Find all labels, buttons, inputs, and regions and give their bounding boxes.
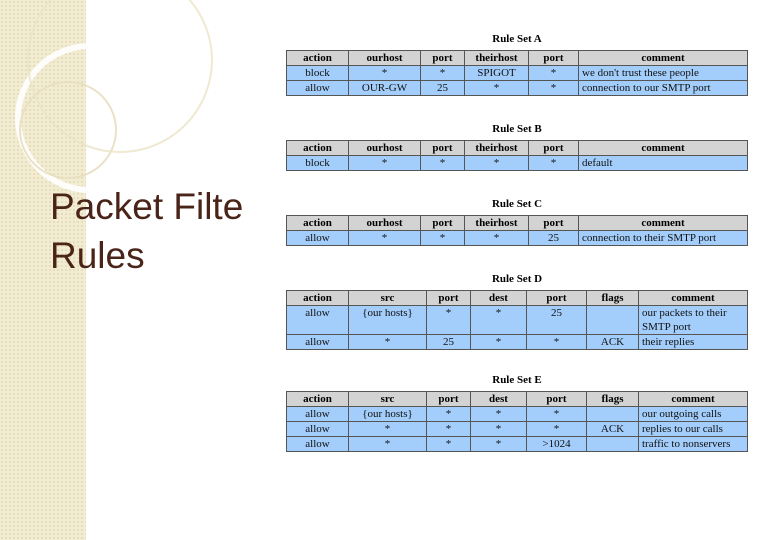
rule-table — [286, 391, 748, 452]
table-cell: 25 — [427, 335, 471, 350]
table-cell: * — [349, 335, 427, 350]
column-header: dest — [471, 392, 527, 407]
column-header: ourhost — [349, 51, 421, 66]
table-cell — [587, 407, 639, 422]
table-cell: * — [527, 335, 587, 350]
column-header: comment — [579, 51, 748, 66]
table-cell: * — [527, 407, 587, 422]
rule-set-heading: Rule Set E — [492, 374, 542, 386]
column-header: port — [529, 141, 579, 156]
table-cell — [587, 306, 639, 335]
table-header-row — [287, 51, 748, 66]
rule-set-heading: Rule Set B — [492, 123, 542, 135]
column-header: port — [427, 291, 471, 306]
table-cell: block — [287, 66, 349, 81]
slide-title — [50, 182, 280, 282]
rule-set-a — [286, 32, 748, 96]
rule-set-e — [286, 373, 748, 452]
column-header: theirhost — [465, 141, 529, 156]
table-cell — [587, 437, 639, 452]
column-header: comment — [639, 291, 748, 306]
table-cell: * — [471, 407, 527, 422]
table-cell: we don't trust these people — [579, 66, 748, 81]
column-header: port — [421, 141, 465, 156]
column-header: comment — [579, 216, 748, 231]
table-row — [287, 66, 748, 81]
table-cell: * — [527, 422, 587, 437]
rule-set-heading: Rule Set D — [491, 273, 543, 285]
table-cell: * — [529, 66, 579, 81]
column-header: src — [349, 291, 427, 306]
table-cell: default — [579, 156, 748, 171]
table-cell: * — [427, 422, 471, 437]
column-header: src — [349, 392, 427, 407]
rule-table — [286, 50, 748, 96]
table-cell: * — [421, 231, 465, 246]
column-header: theirhost — [465, 51, 529, 66]
table-cell: * — [471, 422, 527, 437]
table-row — [287, 407, 748, 422]
table-cell: allow — [287, 231, 349, 246]
column-header: flags — [587, 392, 639, 407]
rule-set-d — [286, 272, 748, 350]
table-cell: * — [529, 156, 579, 171]
table-row — [287, 437, 748, 452]
column-header: port — [529, 216, 579, 231]
table-cell: ACK — [587, 422, 639, 437]
table-cell: ACK — [587, 335, 639, 350]
column-header: port — [421, 51, 465, 66]
table-cell: their replies — [639, 335, 748, 350]
column-header: comment — [639, 392, 748, 407]
column-header: ourhost — [349, 141, 421, 156]
table-cell: connection to their SMTP port — [579, 231, 748, 246]
table-cell: * — [349, 156, 421, 171]
table-cell: block — [287, 156, 349, 171]
table-header-row — [287, 216, 748, 231]
column-header: port — [527, 392, 587, 407]
column-header: comment — [579, 141, 748, 156]
table-cell: allow — [287, 306, 349, 335]
column-header: action — [287, 392, 349, 407]
column-header: port — [529, 51, 579, 66]
table-cell: our packets to their SMTP port — [639, 306, 748, 335]
table-row — [287, 81, 748, 96]
table-row — [287, 231, 748, 246]
column-header: action — [287, 51, 349, 66]
table-cell: * — [421, 156, 465, 171]
table-cell: >1024 — [527, 437, 587, 452]
table-cell: * — [471, 306, 527, 335]
table-cell: * — [465, 81, 529, 96]
table-row — [287, 335, 748, 350]
column-header: action — [287, 291, 349, 306]
table-row — [287, 156, 748, 171]
table-cell: * — [427, 437, 471, 452]
rule-table — [286, 140, 748, 171]
table-cell: allow — [287, 437, 349, 452]
column-header: theirhost — [465, 216, 529, 231]
rule-set-heading: Rule Set C — [491, 198, 543, 210]
column-header: action — [287, 216, 349, 231]
table-cell: * — [427, 407, 471, 422]
table-cell: * — [421, 66, 465, 81]
table-cell: * — [529, 81, 579, 96]
table-header-row — [287, 291, 748, 306]
table-cell: our outgoing calls — [639, 407, 748, 422]
column-header: dest — [471, 291, 527, 306]
table-cell: OUR-GW — [349, 81, 421, 96]
table-cell: traffic to nonservers — [639, 437, 748, 452]
table-cell: 25 — [421, 81, 465, 96]
column-header: port — [421, 216, 465, 231]
column-header: port — [527, 291, 587, 306]
table-cell: {our hosts} — [349, 306, 427, 335]
table-cell: connection to our SMTP port — [579, 81, 748, 96]
table-cell: allow — [287, 422, 349, 437]
table-cell: * — [349, 422, 427, 437]
table-row — [287, 422, 748, 437]
slide-title-line-1: Packet Filte — [50, 186, 244, 227]
table-header-row — [287, 392, 748, 407]
table-cell: * — [427, 306, 471, 335]
table-cell: allow — [287, 407, 349, 422]
table-cell: replies to our calls — [639, 422, 748, 437]
table-cell: * — [349, 437, 427, 452]
table-cell: 25 — [527, 306, 587, 335]
rule-set-b — [286, 122, 748, 178]
slide-title-line-2: Rules — [50, 235, 145, 276]
table-cell: allow — [287, 81, 349, 96]
table-cell: 25 — [529, 231, 579, 246]
table-cell: * — [465, 231, 529, 246]
rule-set-c — [286, 197, 748, 246]
table-cell: * — [349, 231, 421, 246]
table-cell: allow — [287, 335, 349, 350]
table-cell: {our hosts} — [349, 407, 427, 422]
table-cell: * — [471, 335, 527, 350]
rule-table — [286, 215, 748, 246]
table-cell: * — [465, 156, 529, 171]
table-cell: * — [471, 437, 527, 452]
rule-set-heading: Rule Set A — [492, 33, 542, 45]
column-header: action — [287, 141, 349, 156]
rule-table — [286, 290, 748, 350]
table-cell: SPIGOT — [465, 66, 529, 81]
table-row — [287, 306, 748, 335]
table-header-row — [287, 141, 748, 156]
column-header: port — [427, 392, 471, 407]
table-cell: * — [349, 66, 421, 81]
column-header: ourhost — [349, 216, 421, 231]
column-header: flags — [587, 291, 639, 306]
